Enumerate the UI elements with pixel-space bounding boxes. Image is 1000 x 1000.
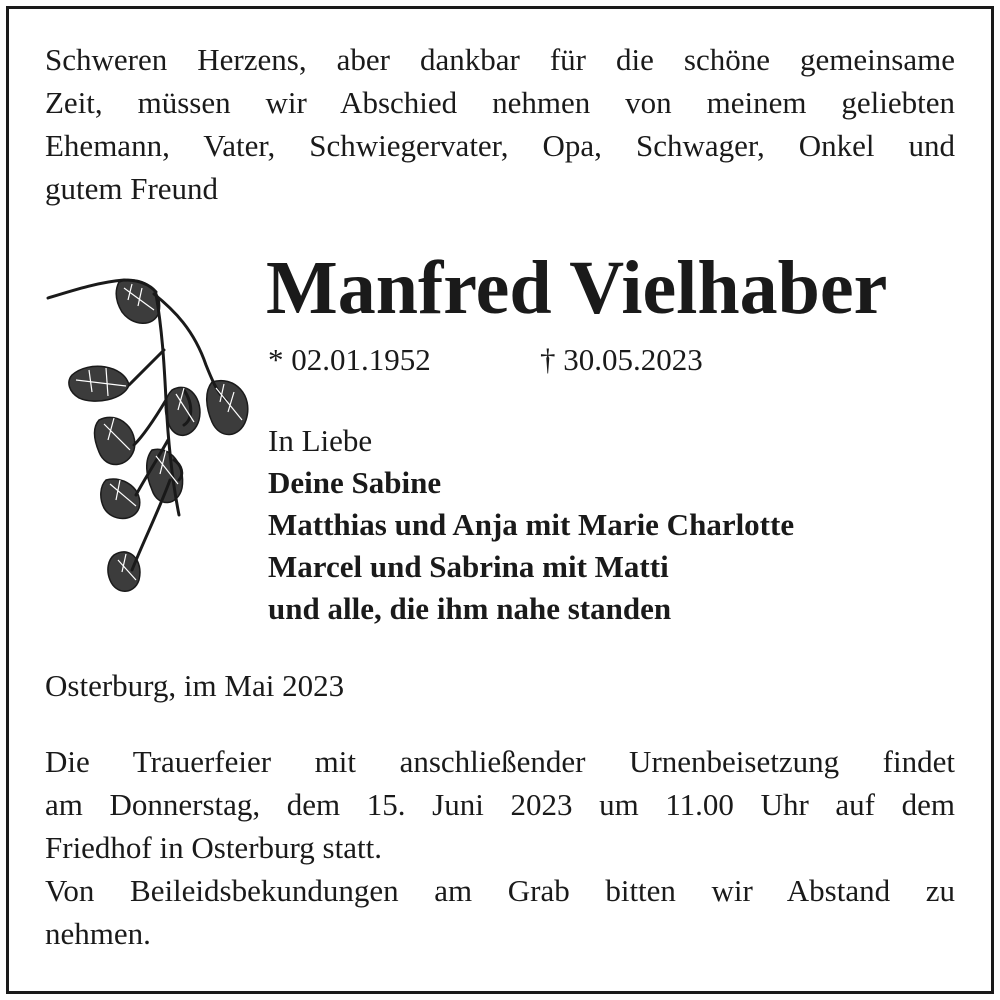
intro-text [45, 38, 955, 210]
intro-line: Schweren Herzens, aber dankbar für die schöne gemeinsame [45, 42, 955, 77]
intro-line: Zeit, müssen wir Abschied nehmen von meinem geliebten [45, 85, 955, 120]
ceremony-line: Friedhof in Osterburg statt. [45, 830, 382, 865]
family-line: Matthias und Anja mit Marie Charlotte [268, 507, 795, 542]
deceased-name: Manfred Vielhaber [266, 246, 888, 330]
family-line: Deine Sabine [268, 465, 442, 500]
ceremony-line: Die Trauerfeier mit anschließender Urnenbeisetzung findet [45, 744, 955, 779]
birth-date: * 02.01.1952 [268, 342, 431, 377]
intro-line: gutem Freund [45, 171, 219, 206]
family-line: Marcel und Sabrina mit Matti [268, 549, 669, 584]
ceremony-line: Von Beileidsbekundungen am Grab bitten wir Abstand zu [45, 873, 955, 908]
intro-line: Ehemann, Vater, Schwiegervater, Opa, Schwager, Onkel und [45, 128, 955, 163]
ceremony-line: nehmen. [45, 916, 151, 951]
place-date: Osterburg, im Mai 2023 [45, 668, 345, 703]
family-intro: In Liebe [268, 423, 373, 458]
ceremony-info [45, 740, 955, 955]
birch-branch-icon [44, 270, 259, 600]
ceremony-line: am Donnerstag, dem 15. Juni 2023 um 11.00 Uhr auf dem [45, 787, 955, 822]
family-signatures [268, 420, 794, 630]
death-date: † 30.05.2023 [540, 342, 703, 377]
family-line: und alle, die ihm nahe standen [268, 591, 672, 626]
